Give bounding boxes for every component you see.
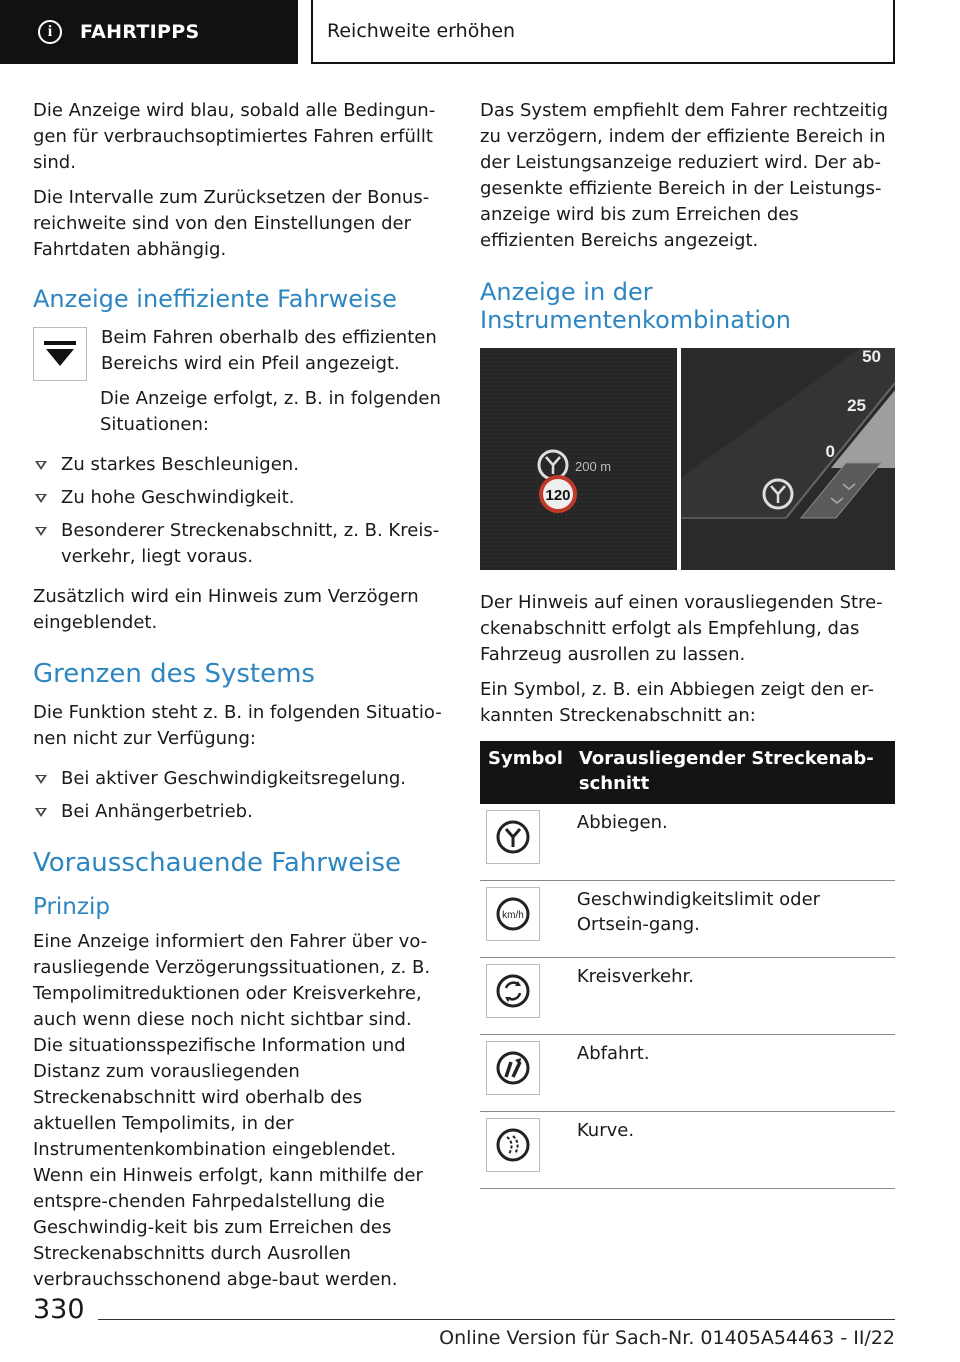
- cluster-scale-0: 0: [825, 442, 835, 461]
- exit-icon: [493, 1048, 533, 1088]
- symbol-box: [486, 964, 540, 1018]
- paragraph: Ein Symbol, z. B. ein Abbiegen zeigt den er-kannten Streckenabschnitt an:: [480, 679, 874, 726]
- heading-anzeige-instrumentenkombination: Anzeige in der Instrumentenkombination: [480, 278, 791, 334]
- header-title: Reichweite erhöhen: [327, 20, 516, 42]
- table-header-section: Vorausliegender Streckenab-schnitt: [571, 741, 895, 804]
- paragraph: Zusätzlich wird ein Hinweis zum Verzögern eingeblendet.: [33, 586, 419, 633]
- paragraph: Die Intervalle zum Zurücksetzen der Bonus-reichweite sind von den Einstellungen der Fahrtdaten abhängig.: [33, 187, 430, 260]
- heading-vorausschauende-fahrweise: Vorausschauende Fahrweise: [33, 848, 401, 878]
- down-arrow-icon: [43, 339, 77, 369]
- speed-limit-icon: [493, 894, 533, 934]
- table-row: [480, 1035, 895, 1112]
- cluster-distance: 200 m: [575, 459, 612, 474]
- paragraph: Eine Anzeige informiert den Fahrer über vo-rausliegende Verzögerungssituationen, z. B. Tempolimitreduktionen oder Kreisverkehre, auch wenn diese noch nicht sichtbar sind. Die situationsspezifische Information und Distanz zum vorausliegenden Streckenabschnitt wird oberhalb des aktuellen Tempolimits, in der Instrumentenkombination eingeblendet. Wenn ein Hinweis erfolgt, kann mithilfe der entspre-chenden Fahrpedalstellung die Geschwindig-keit bis zum Erreichen des Streckenabschnitts durch Ausrollen verbrauchsschonend abge-baut werden.: [33, 931, 431, 1290]
- table-cell-label: Geschwindigkeitslimit oder Ortsein-gang.: [571, 881, 895, 958]
- instrument-cluster-image: [480, 348, 895, 570]
- ineff-list: [33, 452, 445, 570]
- page-number: 330: [33, 1294, 85, 1325]
- turn-icon: [493, 817, 533, 857]
- curve-icon: [493, 1125, 533, 1165]
- list-item: Besonderer Streckenabschnitt, z. B. Kreis-verkehr, liegt voraus.: [33, 518, 445, 570]
- cluster-left-panel: [480, 348, 677, 570]
- roundabout-icon: [493, 971, 533, 1011]
- footer-text: Online Version für Sach-Nr. 01405A54463 - II/22: [439, 1327, 895, 1349]
- symbol-box: [486, 1041, 540, 1095]
- paragraph: Die Funktion steht z. B. in folgenden Situatio-nen nicht zur Verfügung:: [33, 702, 442, 749]
- table-row: [480, 804, 895, 881]
- cluster-scale-50: 50: [862, 348, 881, 366]
- table-row: [480, 881, 895, 958]
- table-cell-label: Kreisverkehr.: [571, 958, 895, 1035]
- left-column: [33, 98, 445, 1302]
- ineff-arrow-row: [33, 325, 445, 386]
- info-icon: i: [38, 20, 62, 44]
- symbol-box: [486, 810, 540, 864]
- footer-divider: [98, 1319, 895, 1320]
- paragraph: Die Anzeige erfolgt, z. B. in folgenden Situationen:: [100, 388, 441, 435]
- heading-ineffiziente-fahrweise: Anzeige ineffiziente Fahrweise: [33, 285, 397, 313]
- symbol-box: [486, 887, 540, 941]
- table-row: [480, 958, 895, 1035]
- heading-prinzip: Prinzip: [33, 894, 110, 920]
- cluster-speed-limit: 120: [545, 487, 571, 504]
- list-item: Bei Anhängerbetrieb.: [33, 799, 445, 825]
- svg-text:km/h: km/h: [502, 910, 524, 921]
- paragraph: Der Hinweis auf einen vorausliegenden Stre-ckenabschnitt erfolgt als Empfehlung, das Fahrzeug ausrollen zu lassen.: [480, 592, 883, 665]
- arrow-symbol-box: [33, 327, 87, 381]
- limits-list: [33, 766, 445, 825]
- list-item: Bei aktiver Geschwindigkeitsregelung.: [33, 766, 445, 792]
- symbol-box: [486, 1118, 540, 1172]
- list-item: Zu starkes Beschleunigen.: [33, 452, 445, 478]
- table-header-symbol: Symbol: [480, 741, 571, 804]
- table-row: [480, 1112, 895, 1189]
- table-cell-label: Abbiegen.: [571, 804, 895, 881]
- header-title-bar: [311, 0, 895, 64]
- heading-grenzen-des-systems: Grenzen des Systems: [33, 659, 315, 689]
- right-column: [480, 98, 895, 1189]
- list-item: Zu hohe Geschwindigkeit.: [33, 485, 445, 511]
- cluster-right-panel: [681, 348, 895, 570]
- table-cell-label: Kurve.: [571, 1112, 895, 1189]
- paragraph: Die Anzeige wird blau, sobald alle Bedingun-gen für verbrauchsoptimiertes Fahren erfüllt sind.: [33, 100, 436, 173]
- table-header-row: [480, 741, 895, 804]
- paragraph: Das System empfiehlt dem Fahrer rechtzeitig zu verzögern, indem der effiziente Bereich in der Leistungsanzeige reduziert wird. Der ab-gesenkte effiziente Bereich in der Leistungs-anzeige wird bis zum Erreichen des effizienten Bereichs angezeigt.: [480, 100, 889, 251]
- cluster-scale-25: 25: [847, 396, 866, 415]
- header-section-label: FAHRTIPPS: [80, 21, 200, 43]
- symbol-table: [480, 741, 895, 1189]
- table-cell-label: Abfahrt.: [571, 1035, 895, 1112]
- header-section-bar: [0, 0, 298, 64]
- paragraph: Beim Fahren oberhalb des effizienten Bereichs wird ein Pfeil angezeigt.: [101, 327, 437, 374]
